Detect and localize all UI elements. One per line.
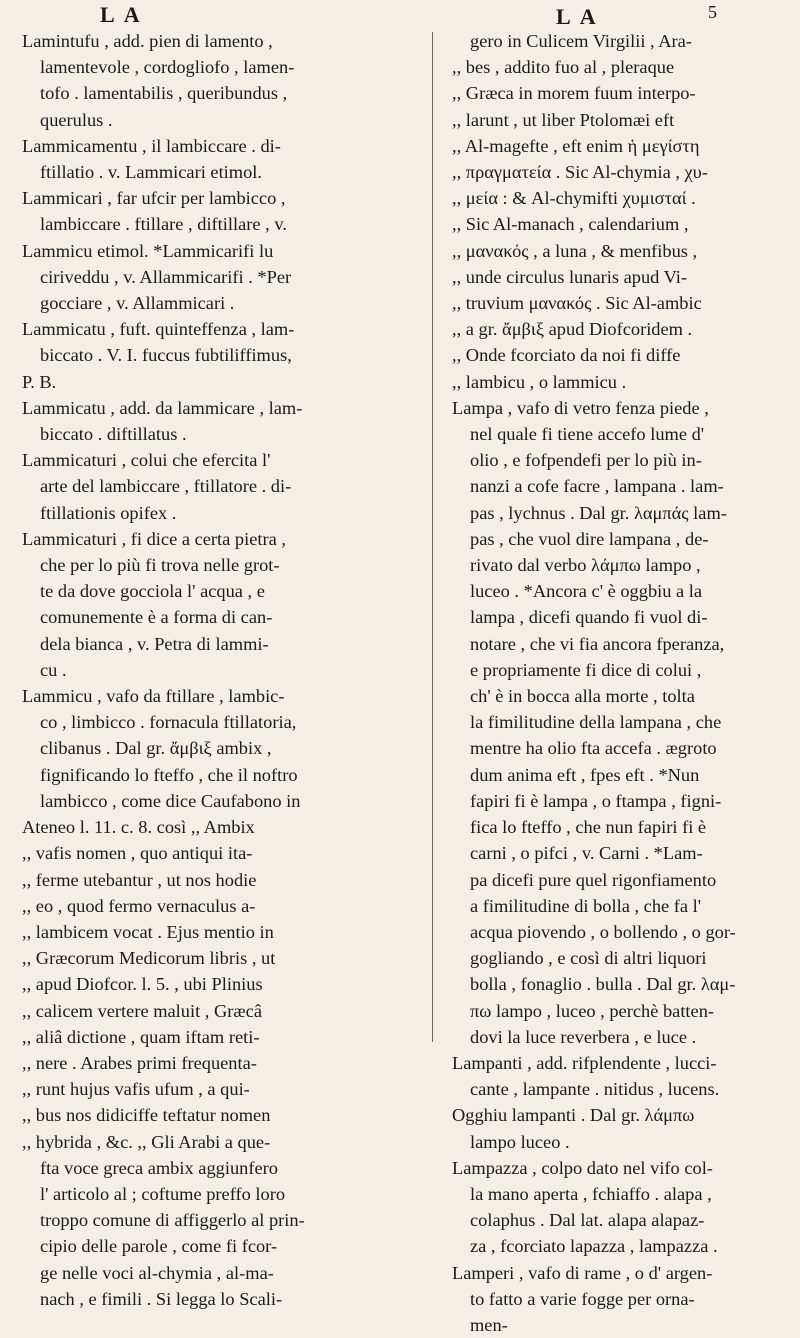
text-line: pas , lychnus . Dal gr. λαμπάς lam- xyxy=(470,502,727,523)
text-line: ,, bes , addito fuo al , pleraque xyxy=(452,57,675,78)
text-line: Lammicu , vafo da ftillare , lambic- xyxy=(22,686,285,707)
text-line: πω lampo , luceo , perchè batten- xyxy=(470,1000,715,1021)
text-line: lambicco , come dice Caufabono in xyxy=(40,790,301,811)
text-line: tofo . lamentabilis , queribundus , xyxy=(40,83,288,104)
text-line: carni , o pifci , v. Carni . *Lam- xyxy=(470,843,703,864)
text-line: gocciare , v. Allammicari . xyxy=(40,293,235,314)
text-line: e propriamente fi dice di colui , xyxy=(470,659,702,680)
text-line: l' articolo al ; coftume preffo loro xyxy=(40,1183,286,1204)
text-line: ciriveddu , v. Allammicarifi . *Per xyxy=(40,266,292,287)
text-line: ,, calicem vertere maluit , Græcâ xyxy=(22,1000,262,1021)
text-line: Lammicaturi , colui che efercita l' xyxy=(22,450,271,471)
text-line: Lamintufu , add. pien di lamento , xyxy=(22,31,273,51)
text-line: acqua piovendo , o bollendo , o gor- xyxy=(470,921,736,942)
column-divider xyxy=(432,32,433,1042)
text-line: ,, hybrida , &c. ,, Gli Arabi a que- xyxy=(22,1131,271,1152)
text-line: ,, runt hujus vafis ufum , a qui- xyxy=(22,1079,250,1100)
text-line: Lamperi , vafo di rame , o d' argen- xyxy=(452,1262,713,1283)
text-line: comunemente è a forma di can- xyxy=(40,607,273,628)
text-line: Lammicatu , fuft. quinteffenza , lam- xyxy=(22,319,295,340)
text-line: dela bianca , v. Petra di lammi- xyxy=(40,633,269,654)
text-line: Lammicari , far ufcir per lambicco , xyxy=(22,188,286,209)
text-line: Lammicu etimol. *Lammicarifi lu xyxy=(22,240,274,261)
text-line: ftillatio . v. Lammicari etimol. xyxy=(40,162,262,183)
text-line: querulus . xyxy=(40,109,113,130)
text-line: dovi la luce reverbera , e luce . xyxy=(470,1026,697,1047)
text-line: ,, eo , quod fermo vernaculus a- xyxy=(22,895,256,916)
text-line: luceo . *Ancora c' è oggbiu a la xyxy=(470,581,703,602)
text-line: Lammicaturi , fi dice a certa pietra , xyxy=(22,528,286,549)
text-line: cipio delle parole , come fi fcor- xyxy=(40,1236,278,1257)
text-line: to fatto a varie fogge per orna- xyxy=(470,1288,695,1309)
text-line: a fimilitudine di bolla , che fa l' xyxy=(470,895,702,916)
page-number: 5 xyxy=(708,2,717,22)
text-line: fta voce greca ambix aggiunfero xyxy=(40,1157,278,1178)
text-line: ,, μεία : & Al-chymifti χυμισταί . xyxy=(452,188,696,209)
text-line: troppo comune di affiggerlo al prin- xyxy=(40,1210,305,1231)
text-line: lampa , dicefi quando fi vuol di- xyxy=(470,607,708,628)
text-line: nel quale fi tiene accefo lume d' xyxy=(470,424,705,445)
text-line: za , fcorciato lapazza , lampazza . xyxy=(470,1236,718,1257)
text-line: biccato . diftillatus . xyxy=(40,424,187,445)
text-line: Lammicamentu , il lambiccare . di- xyxy=(22,135,281,156)
right-column xyxy=(452,28,782,1338)
text-line: cu . xyxy=(40,659,67,680)
text-line: notare , che vi fia ancora fperanza, xyxy=(470,633,725,654)
text-line: ch' è in bocca alla morte , tolta xyxy=(470,686,695,707)
text-line: clibanus . Dal gr. ἄμβιξ ambix , xyxy=(40,738,272,759)
text-line: ,, larunt , ut liber Ptolomæi eft xyxy=(452,109,675,130)
text-line: la fimilitudine della lampana , che xyxy=(470,712,722,733)
text-line: Lammicatu , add. da lammicare , lam- xyxy=(22,397,303,418)
text-line: la mano aperta , fchiaffo . alapa , xyxy=(470,1183,712,1204)
text-line: ,, vafis nomen , quo antiqui ita- xyxy=(22,843,253,864)
text-line: olio , e fofpendefi per lo più in- xyxy=(470,450,702,471)
text-line: ,, a gr. ἄμβιξ apud Diofcoridem . xyxy=(452,319,693,340)
text-line: ,, πραγματεία . Sic Al-chymia , χυ- xyxy=(452,162,708,183)
text-line: ,, lambicem vocat . Ejus mentio in xyxy=(22,921,274,942)
text-line: cante , lampante . nitidus , lucens. xyxy=(470,1079,720,1100)
text-line: Lampazza , colpo dato nel vifo col- xyxy=(452,1157,713,1178)
text-line: ,, aliâ dictione , quam iftam reti- xyxy=(22,1026,260,1047)
text-line: mentre ha olio fta accefa . ægroto xyxy=(470,738,717,759)
text-line: ,, bus nos didiciffe teftatur nomen xyxy=(22,1105,271,1126)
text-line: ,, ferme utebantur , ut nos hodie xyxy=(22,869,257,890)
text-line: ,, Græca in morem fuum interpo- xyxy=(452,83,696,104)
left-running-head: L A xyxy=(100,2,143,27)
text-line: Lampa , vafo di vetro fenza piede , xyxy=(452,397,709,418)
text-line: nach , e fimili . Si legga lo Scali- xyxy=(40,1288,283,1309)
text-line: Lampanti , add. rifplendente , lucci- xyxy=(452,1052,717,1073)
text-line: ,, Al-magefte , eft enim ἡ μεγίστη xyxy=(452,135,700,156)
text-line: biccato . V. I. fuccus fubtiliffimus, xyxy=(40,345,292,366)
text-line: fignificando lo fteffo , che il noftro xyxy=(40,764,298,785)
text-line: ,, nere . Arabes primi frequenta- xyxy=(22,1052,257,1073)
left-column xyxy=(22,28,412,1312)
text-line: ,, Græcorum Medicorum libris , ut xyxy=(22,948,276,969)
text-line: pa dicefi pure quel rigonfiamento xyxy=(470,869,717,890)
text-line: ,, Sic Al-manach , calendarium , xyxy=(452,214,689,235)
text-line: dum anima eft , fpes eft . *Nun xyxy=(470,764,700,785)
text-line: ,, Onde fcorciato da noi fi diffe xyxy=(452,345,681,366)
text-line: nanzi a cofe facre , lampana . lam- xyxy=(470,476,724,497)
text-line: gogliando , e così di altri liquori xyxy=(470,948,707,969)
text-line: ftillationis opifex . xyxy=(40,502,177,523)
text-line: fapiri fi è lampa , o ftampa , figni- xyxy=(470,790,722,811)
text-line: gero in Culicem Virgilii , Ara- xyxy=(470,31,692,51)
text-line: Ateneo l. 11. c. 8. così ,, Ambix xyxy=(22,817,255,838)
text-line: lampo luceo . xyxy=(470,1131,570,1152)
text-line: ,, apud Diofcor. l. 5. , ubi Plinius xyxy=(22,974,263,995)
text-line: ,, truvium μανακός . Sic Al-ambic xyxy=(452,293,702,314)
text-line: arte del lambiccare , ftillatore . di- xyxy=(40,476,292,497)
text-line: ge nelle voci al-chymia , al-ma- xyxy=(40,1262,274,1283)
text-line: lambiccare . ftillare , diftillare , v. xyxy=(40,214,287,235)
text-line: che per lo più fi trova nelle grot- xyxy=(40,555,280,576)
right-running-head: L A xyxy=(556,4,599,29)
text-line: Ogghiu lampanti . Dal gr. λάμπω xyxy=(452,1105,695,1126)
text-line: P. B. xyxy=(22,371,57,392)
text-line: co , limbicco . fornacula ftillatoria, xyxy=(40,712,297,733)
text-line: colaphus . Dal lat. alapa alapaz- xyxy=(470,1210,705,1231)
text-line: ,, μανακός , a luna , & menfibus , xyxy=(452,240,698,261)
text-line: ,, lambicu , o lammicu . xyxy=(452,371,627,392)
text-line: men- xyxy=(470,1314,508,1335)
text-line: ,, unde circulus lunaris apud Vi- xyxy=(452,266,688,287)
text-line: pas , che vuol dire lampana , de- xyxy=(470,528,709,549)
text-line: lamentevole , cordogliofo , lamen- xyxy=(40,57,295,78)
text-line: te da dove gocciola l' acqua , e xyxy=(40,581,265,602)
text-line: rivato dal verbo λάμπω lampo , xyxy=(470,555,701,576)
text-line: bolla , fonaglio . bulla . Dal gr. λαμ- xyxy=(470,974,736,995)
text-line: fica lo fteffo , che nun fapiri fi è xyxy=(470,817,707,838)
